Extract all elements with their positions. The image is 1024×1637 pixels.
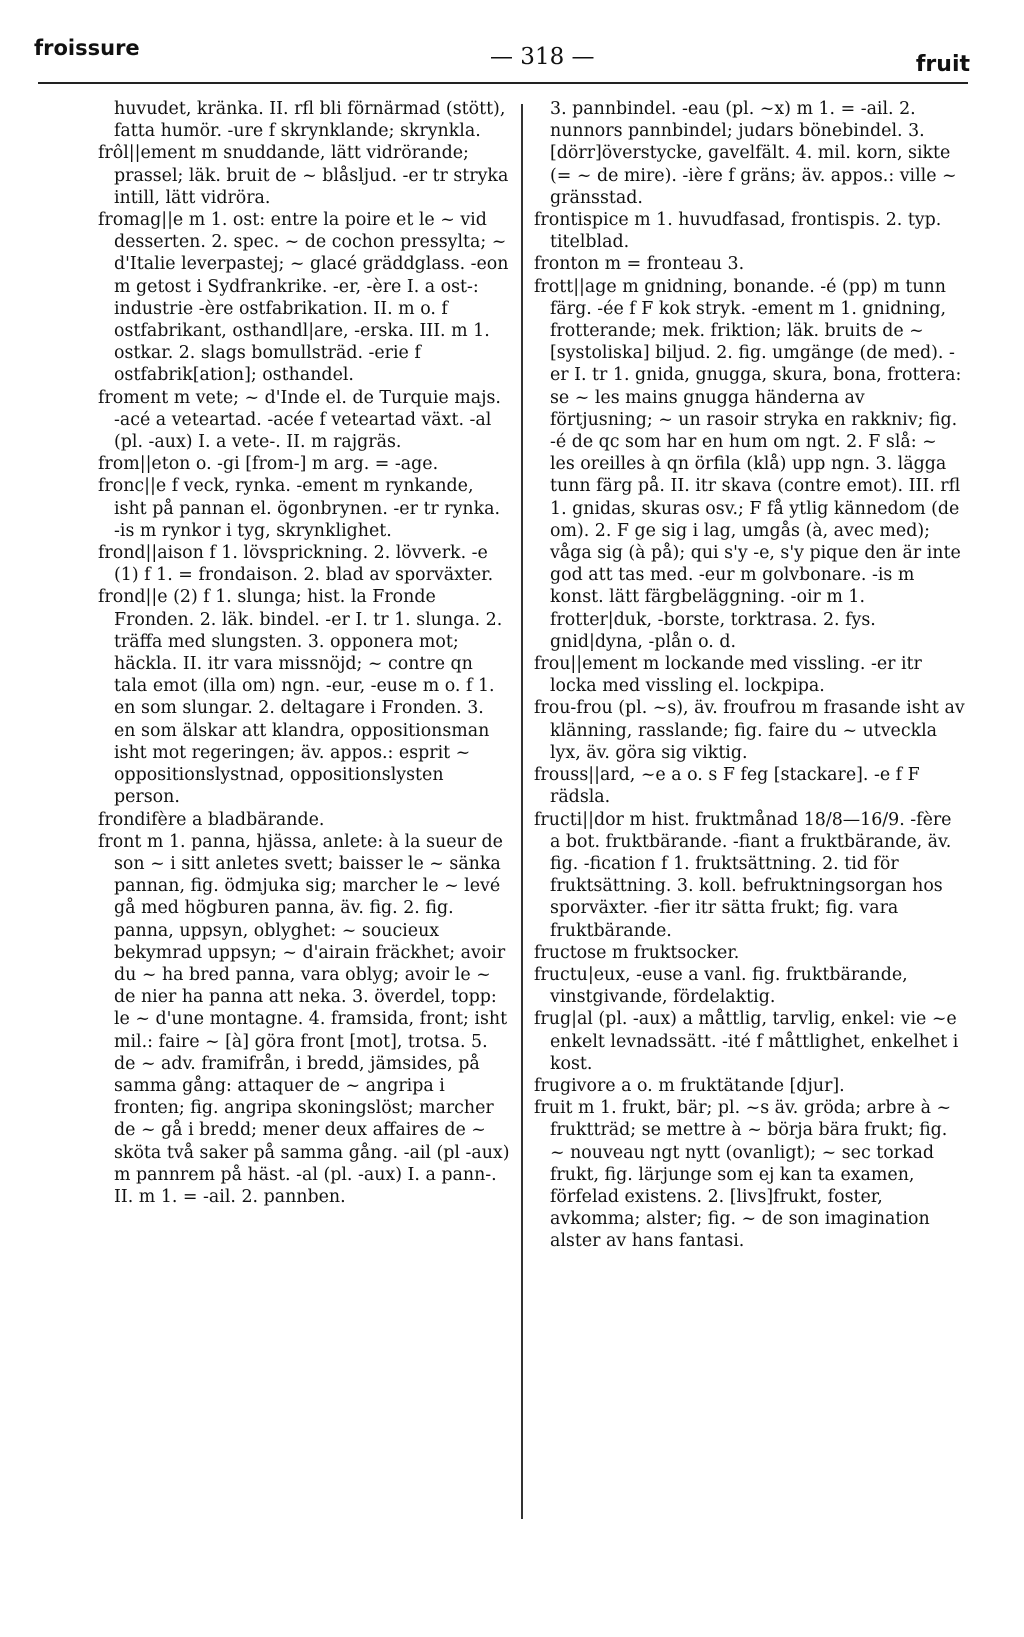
- left-guide-word: froissure: [34, 36, 140, 60]
- dictionary-entry: frou-frou (pl. ~s), äv. froufrou m frasande isht av klänning, rasslande; fig. faire du ~ utveckla lyx, äv. göra sig viktig.: [534, 698, 965, 763]
- page-number: — 318 —: [490, 44, 595, 70]
- left-column: [98, 98, 510, 1208]
- dictionary-entry: frond||e (2) f 1. slunga; hist. la Fronde Fronden. 2. läk. bindel. -er I. tr 1. slunga. 2. träffa med slungsten. 3. opponera mot; häckla. II. itr vara missnöjd; ~ contre qn tala emot (illa om) ngn. -eur, -euse m o. f 1. en som slungar. 2. deltagare i Fronden. 3. en som älskar att klandra, oppositionsman isht mot regeringen; äv. appos.: esprit ~ oppositionslystnad, oppositionslysten person.: [98, 587, 503, 808]
- dictionary-entry: fruit m 1. frukt, bär; pl. ~s äv. gröda; arbre à ~ fruktträd; se mettre à ~ börja bära frukt; fig. ~ nouveau ngt nytt (ovanligt); ~ sec torkad frukt, fig. lärjunge som ej kan ta examen, förfelad existens. 2. [livs]frukt, foster, avkomma; alster; fig. ~ de son imagination alster av hans fantasi.: [534, 1098, 952, 1252]
- dictionary-entry: froment m vete; ~ d'Inde el. de Turquie majs. -acé a veteartad. -acée f veteartad växt. -al (pl. -aux) I. a vete-. II. m rajgräs.: [98, 387, 501, 453]
- dictionary-entry: frug|al (pl. -aux) a måttlig, tarvlig, enkel: vie ~e enkelt levnadssätt. -ité f måttlighet, enkelhet i kost.: [534, 1009, 959, 1074]
- dictionary-entry: fructi||dor m hist. fruktmånad 18/8—16/9. -fère a bot. fruktbärande. -fiant a fruktbärande, äv. fig. -fication f 1. fruktsättning. 2. tid för fruktsättning. 3. koll. befruktningsorgan hos sporväxter. -fier itr sätta frukt; fig. vara fruktbärande.: [534, 809, 952, 941]
- dictionary-entry: frouss||ard, ~e a o. s F feg [stackare]. -e f F rädsla.: [534, 765, 920, 808]
- dictionary-entry: fronc||e f veck, rynka. -ement m rynkande, isht på pannan el. ögonbrynen. -er tr rynka. -is m rynkor i tyg, skrynklighet.: [98, 476, 501, 541]
- dictionary-entry: 3. pannbindel. -eau (pl. ~x) m 1. = -ail. 2. nunnors pannbindel; judars bönebindel. 3. [dörr]överstycke, gavelfält. 4. mil. korn, sikte (= ~ de mire). -ière f gräns; äv. appos.: ville ~ gränsstad.: [550, 99, 957, 208]
- dictionary-entry: frontispice m 1. huvudfasad, frontispis. 2. typ. titelblad.: [534, 210, 942, 253]
- dictionary-entry: frott||age m gnidning, bonande. -é (pp) m tunn färg. -ée f F kok stryk. -ement m 1. gnidning, frotterande; mek. friktion; läk. bruits de ~ [systoliska] biljud. 2. fig. umgänge (de med). -er I. tr 1. gnida, gnugga, skura, bona, frottera: se ~ les mains gnugga händerna av förtjusning; ~ un rasoir stryka en rakkniv; fig. -é de qc som har en hum om ngt. 2. F slå: ~ les oreilles à qn örfila (klå) upp ngn. 3. lägga tunn färg på. II. itr skava (contre emot). III. rfl 1. gnidas, skuras osv.; F få ytlig kännedom (de om). 2. F ge sig i lag, umgås (à, avec med); våga sig (à på); qui s'y -e, s'y pique den är inte god att tas med. -eur m golvbonare. -is m konst. lätt färgbeläggning. -oir m 1. frotter|duk, -borste, torktrasa. 2. fys. gnid|dyna, -plån o. d.: [534, 276, 962, 652]
- dictionary-entry: front m 1. panna, hjässa, anlete: à la sueur de son ~ i sitt anletes svett; baisser le ~ sänka pannan, fig. ödmjuka sig; marcher le ~ levé gå med högburen panna, äv. fig. 2. fig. panna, uppsyn, oblyghet: ~ soucieux bekymrad uppsyn; ~ d'airain fräckhet; avoir du ~ ha bred panna, vara oblyg; avoir le ~ de nier ha panna att neka. 3. överdel, topp: le ~ d'une montagne. 4. framsida, front; isht mil.: faire ~ [à] göra front [mot], trotsa. 5. de ~ adv. framifrån, i bredd, jämsides, på samma gång: attaquer de ~ angripa i fronten; fig. angripa skoningslöst; marcher de ~ gå i bredd; mener deux affaires de ~ sköta två saker på samma gång. -ail (pl -aux) m pannrem på häst. -al (pl. -aux) I. a pann-. II. m 1. = -ail. 2. pannben.: [98, 831, 510, 1207]
- right-column: [534, 98, 966, 1253]
- dictionary-entry: frugivore a o. m fruktätande [djur].: [534, 1075, 845, 1096]
- column-divider: [521, 104, 523, 1519]
- dictionary-entry: frôl||ement m snuddande, lätt vidrörande; prassel; läk. bruit de ~ blåsljud. -er tr stryka intill, lätt vidröra.: [98, 143, 509, 208]
- page-header: [0, 0, 1024, 100]
- dictionary-entry: huvudet, kränka. II. rfl bli förnärmad (stött), fatta humör. -ure f skrynklande; skrynkla.: [114, 99, 506, 142]
- dictionary-entry: fructose m fruktsocker.: [534, 942, 740, 963]
- dictionary-entry: frond||aison f 1. lövsprickning. 2. lövverk. -e (1) f 1. = frondaison. 2. blad av sporväxter.: [98, 543, 494, 586]
- dictionary-entry: fronton m = fronteau 3.: [534, 254, 745, 275]
- right-guide-word: fruit: [915, 52, 970, 77]
- dictionary-entry: frou||ement m lockande med vissling. -er itr locka med vissling el. lockpipa.: [534, 654, 922, 697]
- dictionary-entry: fromag||e m 1. ost: entre la poire et le ~ vid desserten. 2. spec. ~ de cochon pressylta; ~ d'Italie leverpastej; ~ glacé gräddglass. -eon m getost i Sydfrankrike. -er, -ère I. a ost-: industrie -ère ostfabrikation. II. m o. f ostfabrikant, osthandl|are, -erska. III. m 1. ostkar. 2. slags bomullsträd. -erie f ostfabrik[ation]; osthandel.: [98, 210, 509, 386]
- dictionary-entry: from||eton o. -gi [from-] m arg. = -age.: [98, 454, 439, 475]
- dictionary-entry: fructu|eux, -euse a vanl. fig. fruktbärande, vinstgivande, fördelaktig.: [534, 964, 908, 1008]
- header-rule: [38, 82, 968, 84]
- dictionary-entry: frondifère a bladbärande.: [98, 809, 325, 830]
